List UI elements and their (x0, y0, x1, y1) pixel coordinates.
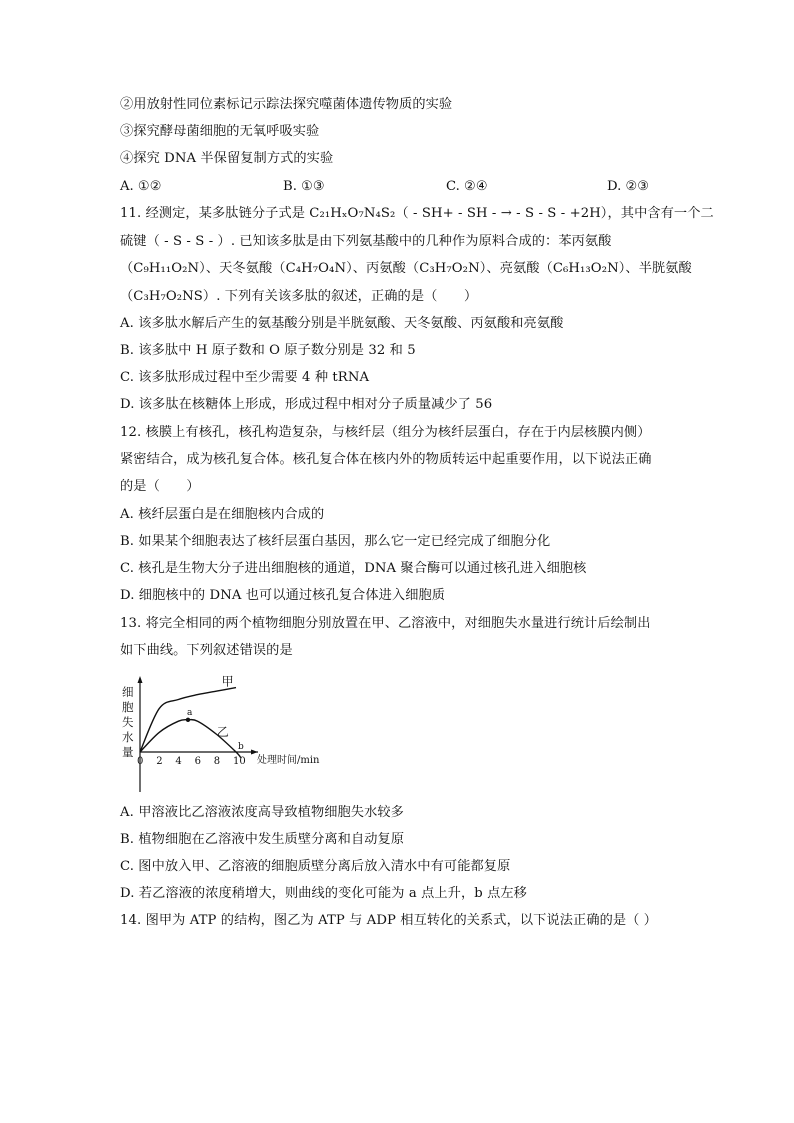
x-axis-arrow (251, 750, 258, 755)
q10-option-a: A. ①② (120, 179, 162, 194)
q12-option-d: D. 细胞核中的 DNA 也可以通过核孔复合体进入细胞质 (120, 588, 446, 603)
y-label-char: 胞 (122, 700, 134, 714)
q13-option-a: A. 甲溶液比乙溶液浓度高导致植物细胞失水较多 (120, 805, 404, 820)
q12-stem-line: 12. 核膜上有核孔，核孔构造复杂，与核纤层（组分为核纤层蛋白，存在于内层核膜内侧） (120, 425, 651, 440)
x-tick-label: 8 (213, 756, 221, 767)
point-a-marker (186, 718, 190, 722)
y-axis-arrow (138, 676, 143, 683)
q11-option-a: A. 该多肽水解后产生的氨基酸分别是半胱氨酸、天冬氨酸、丙氨酸和亮氨酸 (120, 316, 564, 331)
chart-axes (138, 676, 259, 792)
q10-option-b: B. ①③ (283, 179, 325, 194)
q11-option-c: C. 该多肽形成过程中至少需要 4 种 tRNA (120, 370, 370, 385)
y-label-char: 细 (122, 685, 134, 699)
q12-stem-line: 的是（ ） (120, 479, 200, 494)
x-tick-label: 0 (137, 756, 144, 767)
series-name-label: 甲 (221, 674, 234, 689)
q12-option-b: B. 如果某个细胞表达了核纤层蛋白基因，那么它一定已经完成了细胞分化 (120, 534, 551, 549)
prev-item-2: ②用放射性同位素标记示踪法探究噬菌体遗传物质的实验 (120, 97, 453, 112)
x-ticks (137, 756, 246, 767)
y-label-char: 量 (122, 745, 134, 759)
x-tick-label: 2 (156, 756, 163, 767)
q11-option-d: D. 该多肽在核糖体上形成，形成过程中相对分子质量减少了 56 (120, 397, 493, 412)
x-tick-label: 4 (175, 756, 182, 767)
q12-stem-line: 紧密结合，成为核孔复合体。核孔复合体在核内外的物质转运中起重要作用，以下说法正确 (120, 452, 652, 467)
series-name-label: 乙 (216, 725, 229, 739)
q13-option-c: C. 图中放入甲、乙溶液的细胞质壁分离后放入清水中有可能都复原 (120, 859, 511, 874)
chart-series (140, 675, 244, 758)
y-label-char: 水 (122, 730, 134, 744)
q13-stem-line: 13. 将完全相同的两个植物细胞分别放置在甲、乙溶液中，对细胞失水量进行统计后绘制出 (120, 616, 651, 631)
q10-option-d: D. ②③ (607, 179, 650, 194)
y-label-char: 失 (122, 715, 134, 729)
x-axis-label: 处理时间/min (257, 755, 320, 766)
x-tick-label: 10 (233, 756, 246, 767)
q11-stem-line: 11. 经测定，某多肽链分子式是 C₂₁HₓO₇N₄S₂（ - SH+ - SH - → - S - S - +2H），其中含有一个二 (120, 206, 714, 221)
prev-item-4: ④探究 DNA 半保留复制方式的实验 (120, 151, 334, 166)
q10-option-c: C. ②④ (446, 179, 488, 194)
q11-option-b: B. 该多肽中 H 原子数和 O 原子数分别是 32 和 5 (120, 343, 416, 358)
point-a-label: a (187, 707, 193, 718)
q13-stem-line: 如下曲线。下列叙述错误的是 (120, 643, 293, 658)
q12-option-c: C. 核孔是生物大分子进出细胞核的通道，DNA 聚合酶可以通过核孔进入细胞核 (120, 561, 587, 576)
q14-stem-line: 14. 图甲为 ATP 的结构，图乙为 ATP 与 ADP 相互转化的关系式，以下说法正确的是（ ） (120, 913, 658, 928)
q11-stem-line: （C₉H₁₁O₂N）、天冬氨酸（C₄H₇O₄N）、丙氨酸（C₃H₇O₂N）、亮氨酸（C₆H₁₃O₂N）、半胱氨酸 (120, 261, 692, 276)
q11-stem-line: 硫键（ - S - S - ）. 已知该多肽是由下列氨基酸中的几种作为原料合成的：苯丙氨酸 (120, 234, 612, 249)
point-b-label: b (238, 742, 244, 752)
q13-option-b: B. 植物细胞在乙溶液中发生质壁分离和自动复原 (120, 832, 405, 847)
x-tick-label: 6 (194, 756, 201, 767)
q12-option-a: A. 核纤层蛋白是在细胞核内合成的 (120, 507, 325, 522)
q11-stem-line: （C₃H₇O₂NS）. 下列有关该多肽的叙述，正确的是（ ） (120, 289, 478, 304)
q13-option-d: D. 若乙溶液的浓度稍增大，则曲线的变化可能为 a 点上升，b 点左移 (120, 886, 527, 901)
y-axis-label (122, 685, 134, 759)
water-loss-chart (118, 672, 338, 794)
prev-item-3: ③探究酵母菌细胞的无氧呼吸实验 (120, 124, 320, 139)
